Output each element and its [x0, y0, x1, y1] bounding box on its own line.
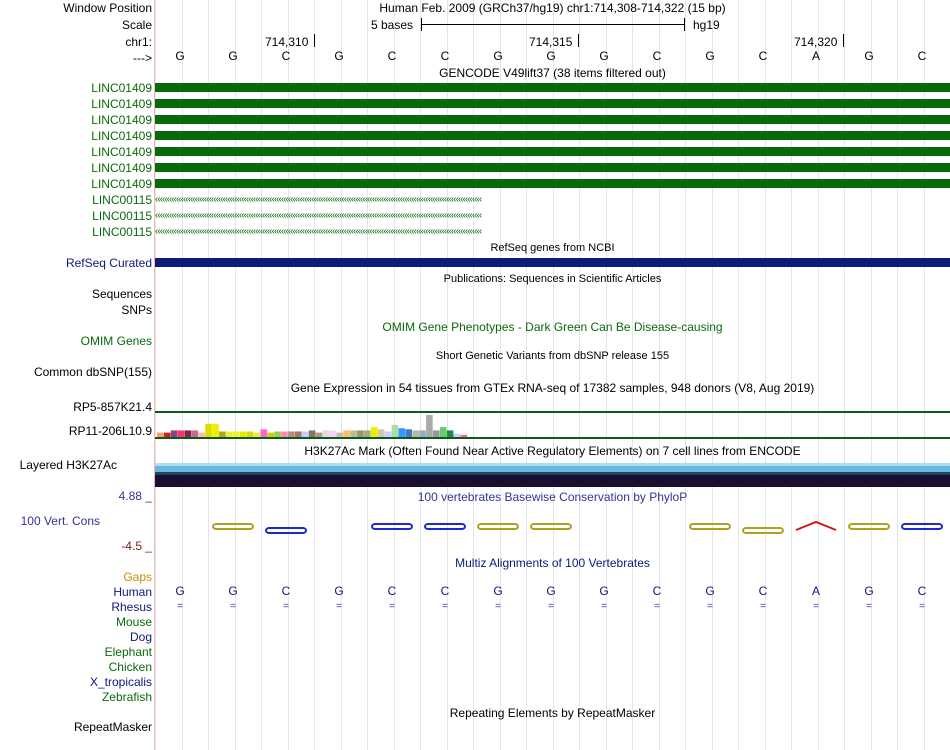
gridline — [235, 0, 236, 750]
gridline — [553, 0, 554, 750]
phylop-glyph-g[interactable] — [213, 524, 253, 529]
common-dbsnp-label[interactable]: Common dbSNP(155) — [33, 365, 152, 379]
gtex-tissue-bar[interactable] — [350, 430, 357, 437]
chrom-label: chr1: — [125, 35, 152, 49]
scale-bar-line — [421, 24, 685, 25]
species-label-mouse[interactable]: Mouse — [115, 615, 152, 629]
human-aligned-base: G — [546, 584, 556, 598]
gtex-gene-label-2[interactable]: RP11-206L10.9 — [68, 424, 152, 438]
gridline — [473, 0, 474, 750]
window-position-label: Window Position — [63, 1, 152, 15]
gridline — [632, 0, 633, 750]
gtex-tissue-bar[interactable] — [205, 424, 212, 437]
species-label-zebrafish[interactable]: Zebrafish — [101, 690, 152, 704]
gridline — [791, 0, 792, 750]
gridline — [685, 0, 686, 750]
species-label-x-tropicalis[interactable]: X_tropicalis — [89, 675, 152, 689]
phylop-glyph-g[interactable] — [478, 524, 518, 529]
gridline — [579, 0, 580, 750]
track-image-panel[interactable] — [155, 0, 950, 750]
reference-base: G — [864, 49, 874, 63]
gene-intron-linc00115-1[interactable]: ‹‹‹‹‹‹‹‹‹‹‹‹‹‹‹‹‹‹‹‹‹‹‹‹‹‹‹‹‹‹‹‹‹‹‹‹‹‹‹‹‹‹‹‹‹‹‹‹‹‹‹‹‹‹‹‹‹‹‹‹‹‹‹‹‹‹‹‹‹‹‹‹‹‹‹‹‹‹‹‹‹‹‹‹‹‹‹‹‹‹‹‹‹‹‹‹‹‹‹‹‹‹‹‹‹‹‹‹‹‹‹‹‹‹‹‹‹‹‹‹‹‹‹‹‹‹‹‹‹‹‹‹‹‹‹‹‹‹‹‹ — [155, 195, 482, 204]
gene-label-linc00115-2[interactable]: LINC00115 — [92, 209, 152, 223]
gtex-tissue-bar[interactable] — [192, 430, 199, 437]
reference-base: G — [228, 49, 238, 63]
gridline — [447, 0, 448, 750]
scale-bar-right-cap — [684, 18, 685, 31]
reference-base: C — [652, 49, 662, 63]
gtex-tissue-bar[interactable] — [171, 430, 178, 437]
rhesus-identity-mark: = — [866, 601, 872, 612]
reference-base: G — [546, 49, 556, 63]
phylop-conservation-glyphs[interactable] — [155, 508, 950, 553]
human-aligned-base: C — [387, 584, 397, 598]
reference-base: C — [440, 49, 450, 63]
species-label-chicken[interactable]: Chicken — [108, 660, 152, 674]
reference-base: C — [917, 49, 927, 63]
gtex-tissue-bar[interactable] — [405, 429, 412, 437]
rhesus-identity-mark: = — [707, 601, 713, 612]
ruler-position-714315: 714,315 — [529, 35, 573, 49]
assembly-label: hg19 — [693, 18, 720, 32]
omim-genes-label[interactable]: OMIM Genes — [80, 334, 152, 348]
reference-base: C — [387, 49, 397, 63]
phylop-max-label: 4.88 _ — [118, 489, 152, 503]
gtex-tissue-bar[interactable] — [364, 430, 371, 437]
gene-label-linc01409-6[interactable]: LINC01409 — [91, 161, 152, 175]
rhesus-identity-mark: = — [283, 601, 289, 612]
reference-base: C — [281, 49, 291, 63]
human-aligned-base: G — [864, 584, 874, 598]
human-aligned-base: G — [705, 584, 715, 598]
human-aligned-base: C — [652, 584, 662, 598]
rhesus-identity-mark: = — [442, 601, 448, 612]
gtex-tissue-bar[interactable] — [412, 430, 419, 437]
phylop-track-title: 100 vertebrates Basewise Conservation by PhyloP — [417, 490, 688, 504]
gene-label-linc01409-1[interactable]: LINC01409 — [91, 81, 152, 95]
phylop-min-label: -4.5 _ — [121, 539, 152, 553]
strand-label: ---> — [133, 51, 152, 65]
gridline — [897, 0, 898, 750]
gtex-tissue-bar[interactable] — [426, 415, 433, 437]
gene-feature-linc01409-6[interactable] — [155, 163, 950, 172]
gtex-tissue-bar[interactable] — [392, 425, 399, 437]
repeatmasker-label[interactable]: RepeatMasker — [73, 720, 152, 734]
scale-bar-text: 5 bases — [371, 18, 414, 32]
gridline — [182, 0, 183, 750]
h3k27ac-layered-signal[interactable] — [155, 463, 950, 487]
gtex-tissue-bar[interactable] — [323, 430, 330, 437]
ruler-position-714310: 714,310 — [265, 35, 309, 49]
reference-base: C — [758, 49, 768, 63]
gtex-tissue-bar[interactable] — [378, 429, 385, 437]
omim-track-title: OMIM Gene Phenotypes - Dark Green Can Be Disease-causing — [382, 320, 723, 334]
gridline — [155, 0, 156, 750]
gene-feature-linc01409-2[interactable] — [155, 99, 950, 108]
phylop-glyph-a[interactable] — [796, 522, 836, 530]
rhesus-identity-mark: = — [601, 601, 607, 612]
gene-intron-linc00115-2[interactable]: ‹‹‹‹‹‹‹‹‹‹‹‹‹‹‹‹‹‹‹‹‹‹‹‹‹‹‹‹‹‹‹‹‹‹‹‹‹‹‹‹‹‹‹‹‹‹‹‹‹‹‹‹‹‹‹‹‹‹‹‹‹‹‹‹‹‹‹‹‹‹‹‹‹‹‹‹‹‹‹‹‹‹‹‹‹‹‹‹‹‹‹‹‹‹‹‹‹‹‹‹‹‹‹‹‹‹‹‹‹‹‹‹‹‹‹‹‹‹‹‹‹‹‹‹‹‹‹‹‹‹‹‹‹‹‹‹‹‹‹‹ — [155, 211, 482, 220]
human-aligned-base: C — [440, 584, 450, 598]
rhesus-identity-mark: = — [548, 601, 554, 612]
gridline — [818, 0, 819, 750]
species-label-dog[interactable]: Dog — [129, 630, 152, 644]
gridline — [924, 0, 925, 750]
rhesus-identity-mark: = — [230, 601, 236, 612]
rhesus-identity-mark: = — [654, 601, 660, 612]
track-labels-panel — [0, 0, 154, 750]
gtex-tissue-bar[interactable] — [178, 430, 185, 437]
phylop-track-label[interactable]: 100 Vert. Cons — [20, 514, 100, 528]
phylop-glyph-c[interactable] — [372, 524, 412, 529]
gtex-tissue-bar[interactable] — [419, 430, 426, 437]
gene-label-linc01409-5[interactable]: LINC01409 — [91, 145, 152, 159]
gaps-label[interactable]: Gaps — [123, 570, 152, 584]
gtex-gene-line-2[interactable] — [155, 437, 950, 439]
scale-label: Scale — [121, 18, 152, 32]
publications-track-title: Publications: Sequences in Scientific Articles — [443, 273, 662, 285]
human-aligned-base: G — [175, 584, 185, 598]
gtex-track-title: Gene Expression in 54 tissues from GTEx RNA-seq of 17382 samples, 948 donors (V8, Aug 2019) — [290, 381, 815, 395]
gridline — [765, 0, 766, 750]
gene-feature-linc01409-5[interactable] — [155, 147, 950, 156]
gene-feature-linc01409-4[interactable] — [155, 131, 950, 140]
ruler-position-714320: 714,320 — [794, 35, 838, 49]
gtex-tissue-bar[interactable] — [399, 428, 406, 437]
rhesus-identity-mark: = — [495, 601, 501, 612]
gene-label-linc01409-4[interactable]: LINC01409 — [91, 129, 152, 143]
species-label-elephant[interactable]: Elephant — [104, 645, 152, 659]
layered-h3k27ac-label[interactable]: Layered H3K27Ac — [19, 458, 117, 472]
ruler-tick-714315 — [578, 34, 579, 47]
gene-intron-linc00115-3[interactable]: ‹‹‹‹‹‹‹‹‹‹‹‹‹‹‹‹‹‹‹‹‹‹‹‹‹‹‹‹‹‹‹‹‹‹‹‹‹‹‹‹‹‹‹‹‹‹‹‹‹‹‹‹‹‹‹‹‹‹‹‹‹‹‹‹‹‹‹‹‹‹‹‹‹‹‹‹‹‹‹‹‹‹‹‹‹‹‹‹‹‹‹‹‹‹‹‹‹‹‹‹‹‹‹‹‹‹‹‹‹‹‹‹‹‹‹‹‹‹‹‹‹‹‹‹‹‹‹‹‹‹‹‹‹‹‹‹‹‹‹‹ — [155, 227, 482, 236]
phylop-glyph-c[interactable] — [902, 524, 942, 529]
gtex-tissue-bar[interactable] — [185, 430, 192, 437]
gene-label-linc01409-7[interactable]: LINC01409 — [91, 177, 152, 191]
gene-feature-linc01409-3[interactable] — [155, 115, 950, 124]
phylop-glyph-c[interactable] — [743, 528, 783, 533]
refseq-curated-label[interactable]: RefSeq Curated — [65, 256, 152, 270]
gridline — [420, 0, 421, 750]
refseq-track-title: RefSeq genes from NCBI — [490, 242, 615, 254]
phylop-glyph-g[interactable] — [690, 524, 730, 529]
rhesus-identity-mark: = — [389, 601, 395, 612]
human-aligned-base: C — [281, 584, 291, 598]
gridline — [261, 0, 262, 750]
gridline — [341, 0, 342, 750]
ruler-tick-714310 — [314, 34, 315, 47]
rhesus-identity-mark: = — [177, 601, 183, 612]
gtex-tissue-bar[interactable] — [440, 427, 447, 437]
rhesus-identity-mark: = — [760, 601, 766, 612]
human-aligned-base: G — [599, 584, 609, 598]
ruler-tick-714320 — [843, 34, 844, 47]
species-label-human[interactable]: Human — [113, 585, 152, 599]
gridline — [526, 0, 527, 750]
rhesus-identity-mark: = — [336, 601, 342, 612]
human-aligned-base: G — [493, 584, 503, 598]
gridline — [871, 0, 872, 750]
gridline — [367, 0, 368, 750]
gene-label-linc00115-3[interactable]: LINC00115 — [92, 225, 152, 239]
gtex-tissue-bar[interactable] — [212, 424, 219, 437]
reference-base: G — [493, 49, 503, 63]
gridline — [500, 0, 501, 750]
human-aligned-base: G — [228, 584, 238, 598]
reference-base: G — [175, 49, 185, 63]
human-aligned-base: G — [334, 584, 344, 598]
reference-base: G — [705, 49, 715, 63]
gene-feature-linc01409-1[interactable] — [155, 83, 950, 92]
refseq-feature-bar[interactable] — [155, 258, 950, 267]
gridline — [738, 0, 739, 750]
phylop-glyph-c[interactable] — [425, 524, 465, 529]
gene-label-linc01409-2[interactable]: LINC01409 — [91, 97, 152, 111]
reference-base: A — [811, 49, 820, 63]
reference-base: G — [599, 49, 609, 63]
gridline — [712, 0, 713, 750]
gridline — [288, 0, 289, 750]
rhesus-identity-mark: = — [919, 601, 925, 612]
gtex-gene-label-1[interactable]: RP5-857K21.4 — [73, 400, 152, 414]
gene-label-linc01409-3[interactable]: LINC01409 — [91, 113, 152, 127]
human-aligned-base: A — [811, 584, 820, 598]
repeatmasker-track-title: Repeating Elements by RepeatMasker — [449, 706, 656, 720]
gtex-tissue-bar[interactable] — [343, 430, 350, 437]
phylop-glyph-c[interactable] — [266, 528, 306, 533]
gene-label-linc00115-1[interactable]: LINC00115 — [92, 193, 152, 207]
reference-base: G — [334, 49, 344, 63]
multiz-track-title: Multiz Alignments of 100 Vertebrates — [455, 556, 650, 570]
species-label-rhesus[interactable]: Rhesus — [111, 600, 152, 614]
gtex-tissue-bar[interactable] — [433, 430, 440, 437]
rhesus-identity-mark: = — [813, 601, 819, 612]
snps-label[interactable]: SNPs — [121, 303, 152, 317]
sequences-label[interactable]: Sequences — [91, 287, 152, 301]
gencode-track-title: GENCODE V49lift37 (38 items filtered out) — [439, 66, 666, 80]
gtex-tissue-bar[interactable] — [447, 430, 454, 437]
human-aligned-base: C — [758, 584, 768, 598]
gridline — [208, 0, 209, 750]
gridline — [659, 0, 660, 750]
h3k27ac-track-title: H3K27Ac Mark (Often Found Near Active Regulatory Elements) on 7 cell lines from ENCODE — [304, 444, 801, 458]
gridline — [844, 0, 845, 750]
phylop-glyph-g[interactable] — [531, 524, 571, 529]
browser-position-title: Human Feb. 2009 (GRCh37/hg19) chr1:714,308-714,322 (15 bp) — [379, 1, 726, 15]
gtex-tissue-bar[interactable] — [357, 430, 364, 437]
phylop-glyph-g[interactable] — [849, 524, 889, 529]
human-aligned-base: C — [917, 584, 927, 598]
gtex-tissue-bar[interactable] — [371, 427, 378, 437]
gridline — [314, 0, 315, 750]
gtex-tissue-bar[interactable] — [309, 430, 316, 437]
gtex-expression-bars[interactable] — [155, 409, 950, 439]
dbsnp-track-title: Short Genetic Variants from dbSNP release 155 — [435, 350, 670, 362]
gtex-tissue-bar[interactable] — [330, 430, 337, 437]
gtex-tissue-bar[interactable] — [261, 429, 268, 437]
gridline — [394, 0, 395, 750]
gridline — [606, 0, 607, 750]
gene-feature-linc01409-7[interactable] — [155, 179, 950, 188]
